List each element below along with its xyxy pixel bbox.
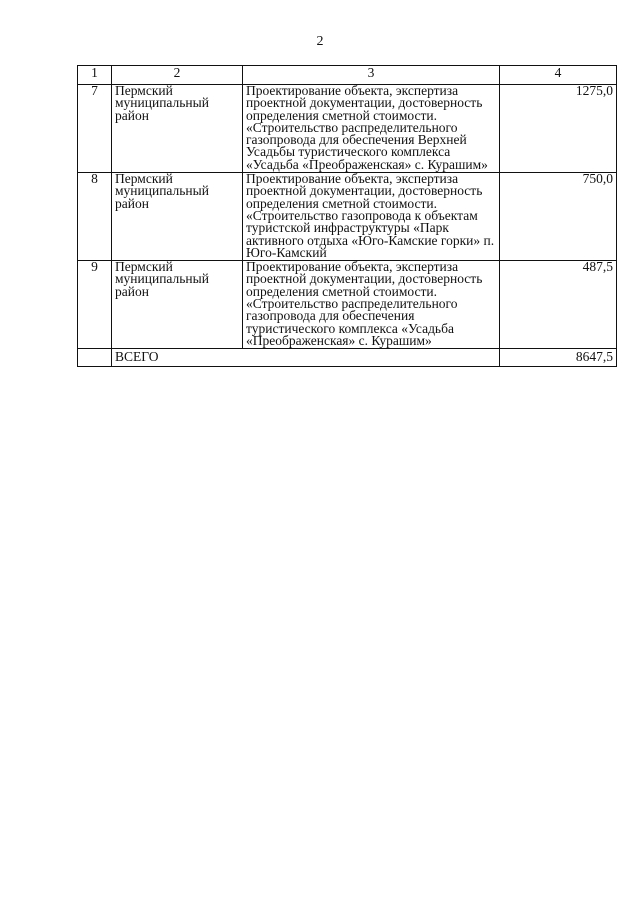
total-amount: 8647,5: [500, 349, 617, 366]
row-number: 8: [78, 173, 112, 261]
row-number: 7: [78, 85, 112, 173]
column-number-1: 1: [78, 66, 112, 85]
district-cell: Пермский муниципальный район: [112, 173, 243, 261]
total-empty-cell: [78, 349, 112, 366]
district-cell: Пермский муниципальный район: [112, 261, 243, 349]
total-row: [78, 349, 617, 366]
table-row: [78, 85, 617, 173]
table-header-row: [78, 66, 617, 85]
purpose-cell: Проектирование объекта, экспертиза проектной документации, достоверность определения сметной стоимости. «Строительство распределительного газопровода для обеспечения туристического комплекса «Усадьба «Преображенская» с. Курашим»: [243, 261, 500, 349]
column-number-3: 3: [243, 66, 500, 85]
table-row: [78, 173, 617, 261]
district-cell: Пермский муниципальный район: [112, 85, 243, 173]
amount-cell: 1275,0: [500, 85, 617, 173]
purpose-cell: Проектирование объекта, экспертиза проектной документации, достоверность определения сметной стоимости. «Строительство газопровода к объектам туристской инфраструктуры «Парк активного отдыха «Юго-Камские горки» п. Юго-Камский: [243, 173, 500, 261]
amount-cell: 750,0: [500, 173, 617, 261]
table-row: [78, 261, 617, 349]
page-number: 2: [316, 34, 324, 49]
row-number: 9: [78, 261, 112, 349]
total-label: ВСЕГО: [112, 349, 500, 366]
amount-cell: 487,5: [500, 261, 617, 349]
column-number-4: 4: [500, 66, 617, 85]
purpose-cell: Проектирование объекта, экспертиза проектной документации, достоверность определения сметной стоимости. «Строительство распределительного газопровода для обеспечения Верхней Усадьбы туристического комплекса «Усадьба «Преображенская» с. Курашим»: [243, 85, 500, 173]
column-number-2: 2: [112, 66, 243, 85]
budget-table: [77, 65, 617, 367]
